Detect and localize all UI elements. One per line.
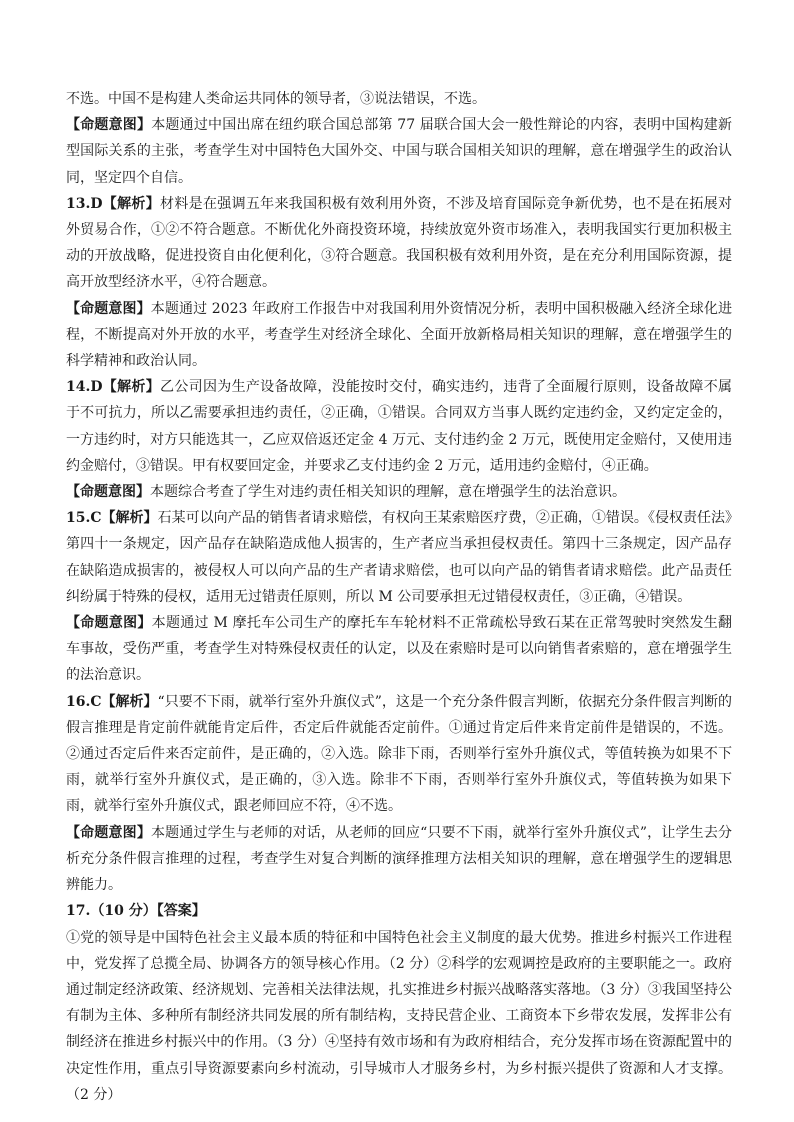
paragraph-body: 不选。中国不是构建人类命运共同体的领导者，③说法错误，不选。 [66, 91, 486, 107]
paragraph-lead: 15.C【解析】 [66, 510, 158, 527]
paragraph-body: ①党的领导是中国特色社会主义最本质的特征和中国特色社会主义制度的最大优势。推进乡村振兴工作进程中，党发挥了总揽全局、协调各方的领导核心作用。（2 分）②科学的宏观调控是政府的主要职能之一。政府通过制定经济政策、经济规划、完善相关法律法规，扎实推进乡村振兴战略落实落地。（3 分）③我国坚持公有制为主体、多种所有制经济共同发展的所有制结构，支持民营企业、工商资本下乡带农发展，发挥非公有制经济在推进乡村振兴中的作用。（3 分）④坚持有效市场和有为政府相结合，充分发挥市场在资源配置中的决定性作用，重点引导资源要素向乡村流动，引导城市人才服务乡村，为乡村振兴提供了资源和人才支撑。（2 分） [66, 929, 732, 1103]
paragraph-8 [66, 689, 732, 820]
paragraph-body: 乙公司因为生产设备故障，没能按时交付，确实违约，违背了全面履行原则，设备故障不属于不可抗力，所以乙需要承担违约责任，②正确，①错误。合同双方当事人既约定违约金，又约定定金的，一方违约时，对方只能选其一，乙应双倍返还定金 4 万元、支付违约金 2 万元，既使用定金赔付，又使用违约金赔付，③错误。甲有权要回定金，并要求乙支付违约金 2 万元，适用违约金赔付，④正确。 [66, 379, 732, 474]
paragraph-body: 本题通过 M 摩托车公司生产的摩托车车轮材料不正常疏松导致石某在正常驾驶时突然发生翻车事故，受伤严重，考查学生对特殊侵权责任的认定，以及在索赔时是可以向销售者索赔的，意在增强学生的法治意识。 [66, 615, 733, 684]
paragraph-body: 本题通过学生与老师的对话，从老师的回应“只要不下雨，就举行室外升旗仪式”，让学生去分析充分条件假言推理的过程，考查学生对复合判断的演绎推理方法相关知识的理解，意在增强学生的逻辑思辨能力。 [66, 824, 733, 894]
paragraph-7 [66, 610, 732, 689]
paragraph-0 [66, 86, 732, 112]
paragraph-lead: 【命题意图】 [66, 484, 150, 501]
paragraph-body: 材料是在强调五年来我国积极有效利用外资，不涉及培育国际竞争新优势，也不是在拓展对外贸易合作，①②不符合题意。不断优化外商投资环境，持续放宽外资市场准入，表明我国实行更加积极主动的开放战略，促进投资自由化便利化，③符合题意。我国积极有效利用外资，是在充分利用国际资源，提高开放型经济水平，④符合题意。 [66, 195, 732, 291]
paragraph-4 [66, 374, 732, 479]
paragraph-body: 本题通过 2023 年政府工作报告中对我国利用外资情况分析，表明中国积极融入经济全球化进程，不断提高对外开放的水平，考查学生对经济全球化、全面开放新格局相关知识的理解，意在增强学生的科学精神和政治认同。 [66, 300, 733, 370]
paragraph-body: 石某可以向产品的销售者请求赔偿，有权向王某索赔医疗费，②正确，①错误。《侵权责任法》第四十一条规定，因产品存在缺陷造成他人损害的，生产者应当承担侵权责任。第四十三条规定，因产品存在缺陷造成损害的，被侵权人可以向产品的生产者请求赔偿，也可以向产品的销售者请求赔偿。此产品责任纠纷属于特殊的侵权，适用无过错责任原则，所以 M 公司要承担无过错侵权责任，③正确，④错误。 [66, 510, 733, 605]
paragraph-lead: 【命题意图】 [66, 117, 152, 134]
paragraph-10 [66, 898, 732, 924]
paragraph-1 [66, 112, 732, 191]
paragraph-3 [66, 296, 732, 375]
paragraph-body: 本题综合考查了学生对违约责任相关知识的理解，意在增强学生的法治意识。 [150, 484, 626, 501]
paragraph-body: “只要不下雨，就举行室外升旗仪式”，这是一个充分条件假言判断，依据充分条件假言判断的假言推理是肯定前件就能肯定后件，否定后件就能否定前件。①通过肯定后件来肯定前件是错误的，不选。②通过否定后件来否定前件，是正确的，②入选。除非下雨，否则举行室外升旗仪式，等值转换为如果不下雨，就举行室外升旗仪式，是正确的，③入选。除非不下雨，否则举行室外升旗仪式，等值转换为如果下雨，就举行室外升旗仪式，跟老师回应不符，④不选。 [66, 693, 733, 815]
paragraph-lead: 17.（10 分）【答案】 [66, 903, 206, 920]
paragraph-lead: 【命题意图】 [66, 824, 151, 841]
paragraph-lead: 【命题意图】 [66, 615, 152, 632]
paragraph-lead: 【命题意图】 [66, 300, 151, 317]
paragraph-lead: 14.D【解析】 [66, 379, 161, 396]
paragraph-6 [66, 505, 732, 610]
paragraph-9 [66, 820, 732, 899]
answer-document [66, 86, 732, 1108]
paragraph-lead: 13.D【解析】 [66, 195, 161, 212]
paragraph-body: 本题通过中国出席在纽约联合国总部第 77 届联合国大会一般性辩论的内容，表明中国构建新型国际关系的主张，考查学生对中国特色大国外交、中国与联合国相关知识的理解，意在增强学生的政治认同，坚定四个自信。 [66, 117, 733, 186]
paragraph-2 [66, 191, 732, 296]
paragraph-11 [66, 925, 732, 1108]
paragraph-lead: 16.C【解析】 [66, 693, 158, 710]
paragraph-5 [66, 479, 732, 505]
